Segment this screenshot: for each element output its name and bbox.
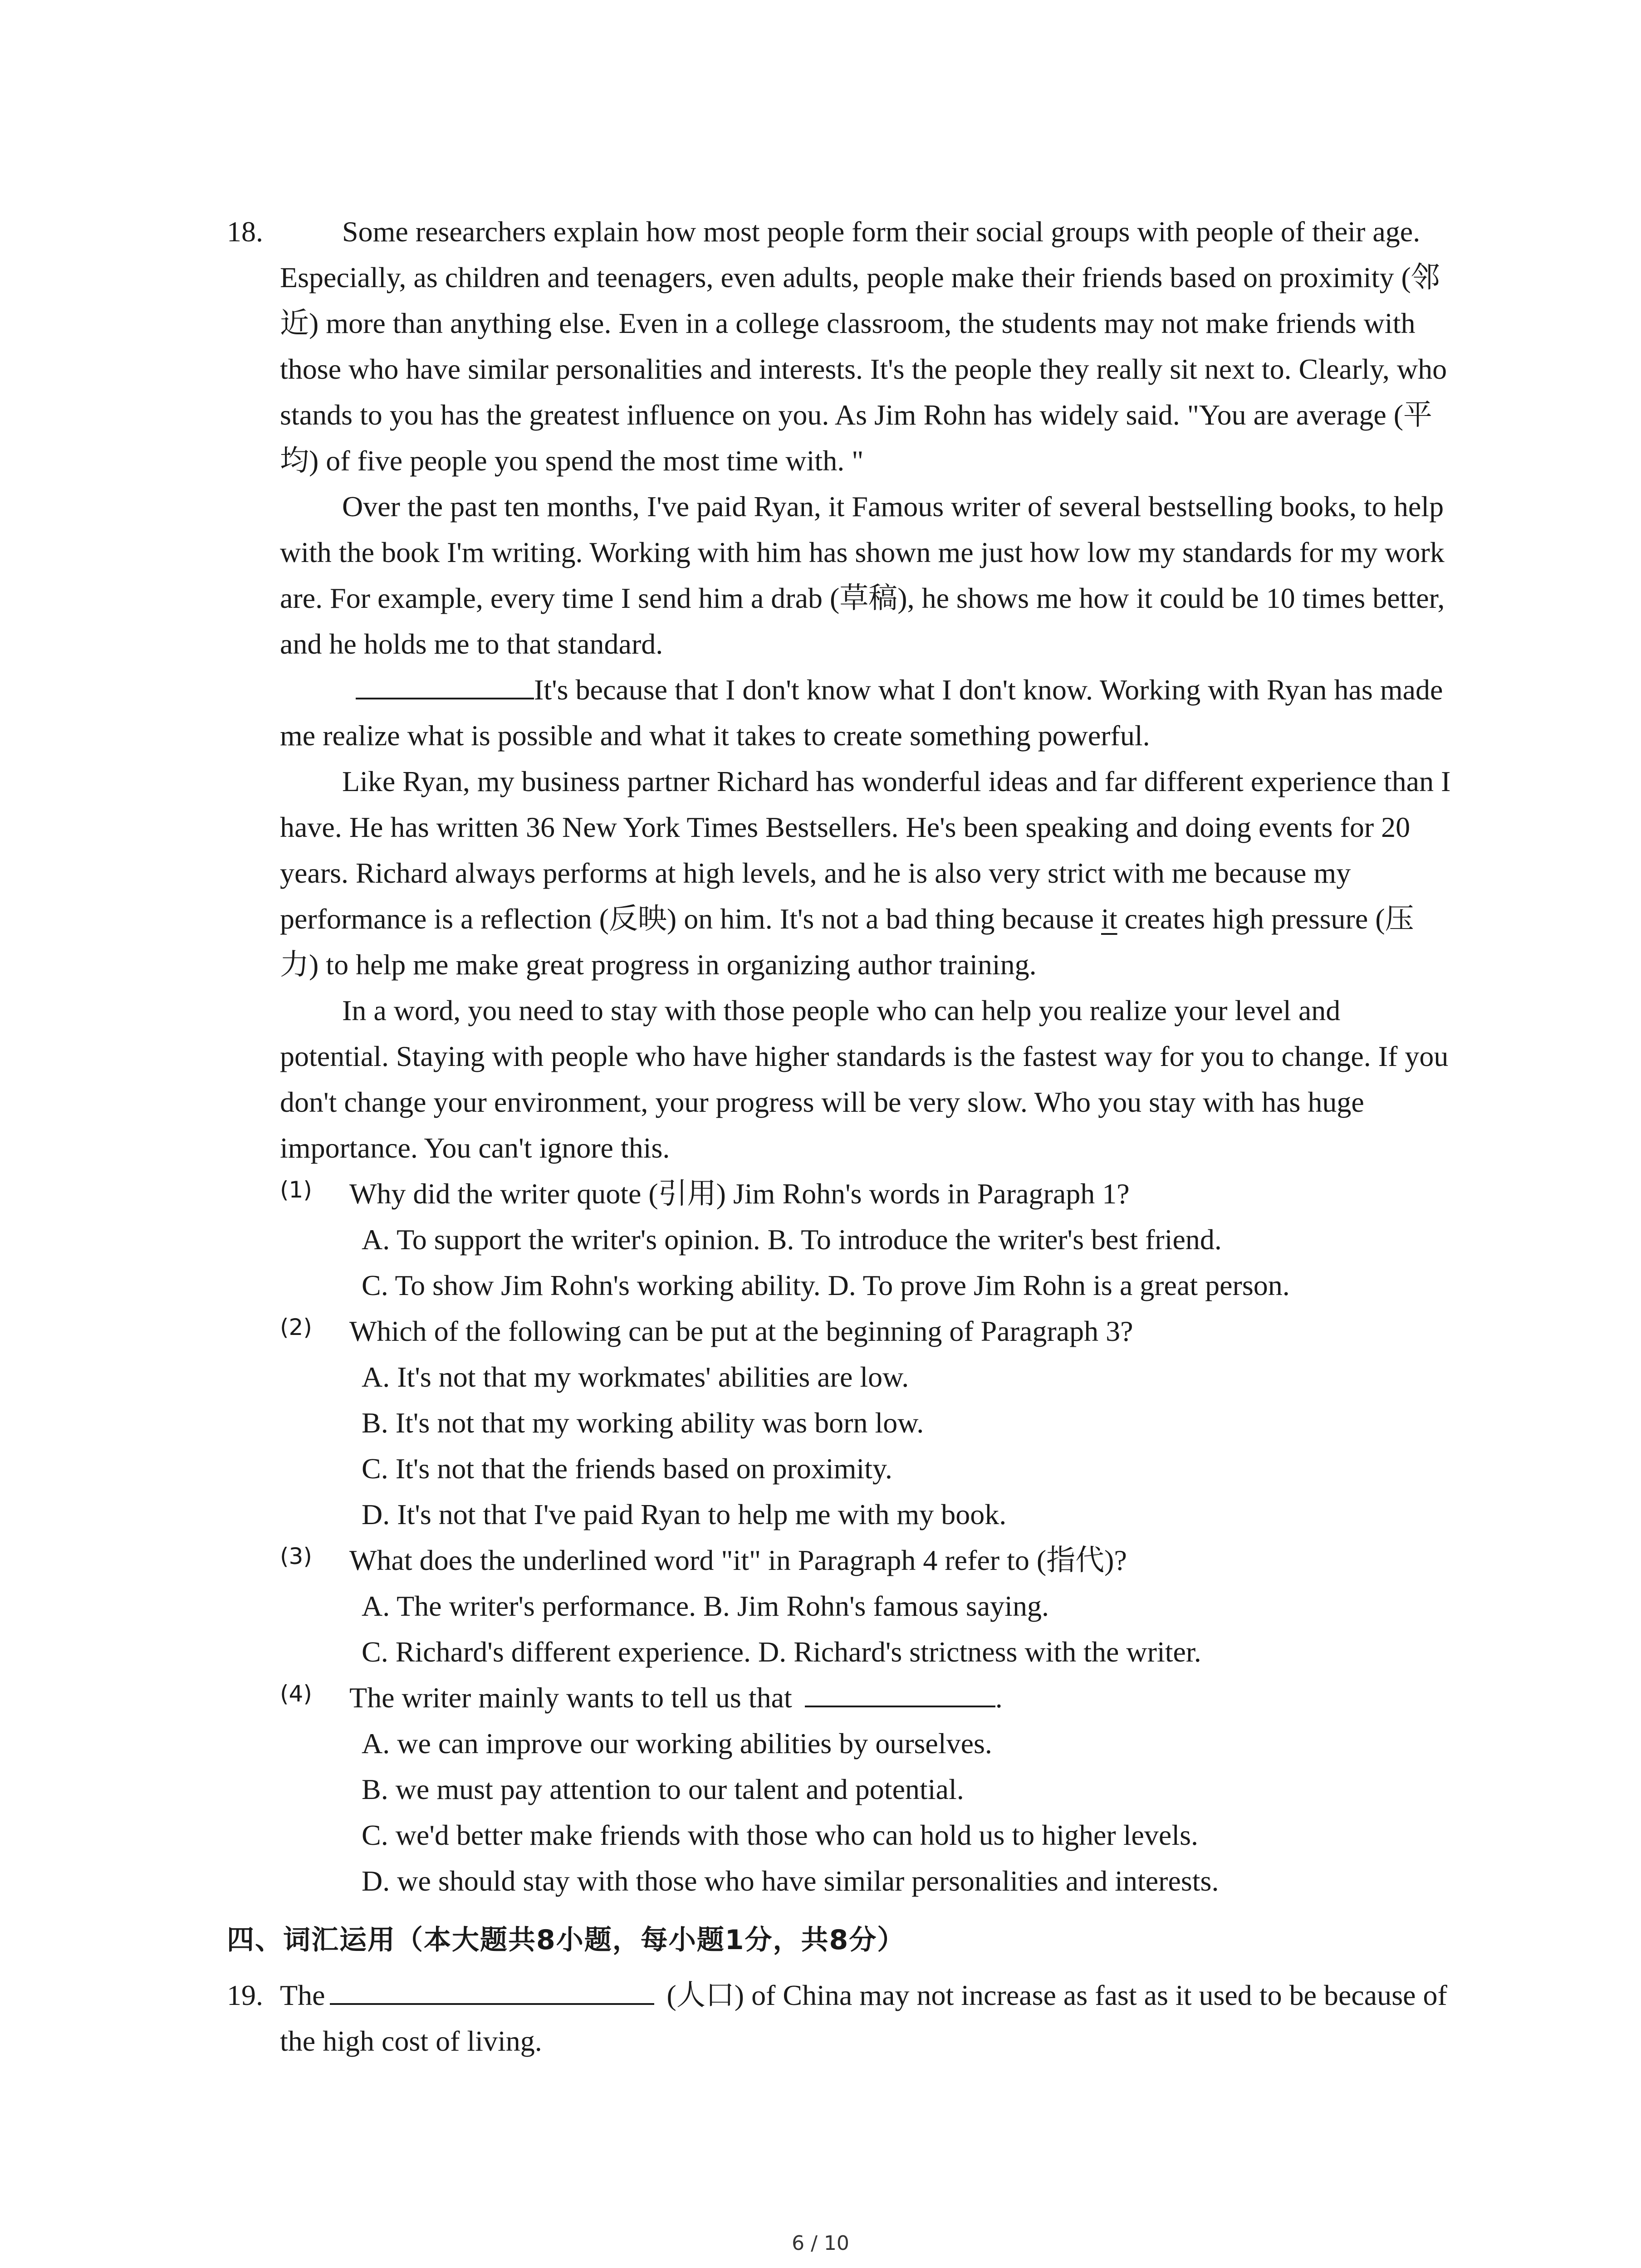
sub-question-stem-before: The writer mainly wants to tell us that — [349, 1681, 799, 1714]
answer-blank[interactable] — [805, 1678, 995, 1707]
sub-question-stem: Which of the following can be put at the beginning of Paragraph 3? — [349, 1315, 1133, 1347]
question-text-after: (人口) of China may not increase as fast as it used to be because of the high cost of living. — [280, 1979, 1447, 2057]
question-18 — [227, 209, 1452, 1171]
sub-question-number: (1) — [280, 1177, 312, 1203]
sub-question-number: (2) — [280, 1314, 312, 1340]
passage-paragraph-5: In a word, you need to stay with those people who can help you realize your level and potential. Staying with people who have higher standards is the fastest way for you to change. If you don't change your environment, your progress will be very slow. Who you stay with has huge importance. You can't ignore this. — [280, 994, 1449, 1164]
passage-paragraph-1: Some researchers explain how most people form their social groups with people of their age. Especially, as children and teenagers, even adults, people make their friends based on proximity (邻近) more than anything else. Even in a college classroom, the students may not make friends with those who have similar personalities and interests. It's the people they really sit next to. Clearly, who stands to you has the greatest influence on you. As Jim Rohn has widely said. "You are average (平均) of five people you spend the most time with. " — [280, 215, 1447, 477]
section-heading: 四、词汇运用（本大题共8小题，每小题1分，共8分） — [227, 1924, 906, 1956]
option-a[interactable]: A. we can improve our working abilities by ourselves. — [362, 1727, 992, 1760]
option-d[interactable]: D. we should stay with those who have similar personalities and interests. — [362, 1865, 1219, 1897]
option-c[interactable]: C. we'd better make friends with those who can hold us to higher levels. — [362, 1819, 1198, 1851]
question-number: 18. — [227, 215, 263, 248]
paragraph-4-text-after: creates high pressure (压力) to help me make great progress in organizing author training. — [280, 903, 1414, 981]
sub-question-2 — [227, 1308, 1452, 1354]
answer-blank[interactable] — [356, 670, 534, 699]
page-content — [227, 209, 1452, 2064]
question-number: 19. — [227, 1979, 263, 2011]
question-text-before: The — [280, 1979, 325, 2011]
passage-paragraph-4 — [280, 758, 1452, 987]
sub-question-stem: What does the underlined word "it" in Paragraph 4 refer to (指代)? — [349, 1544, 1127, 1576]
option-line[interactable]: A. The writer's performance. B. Jim Rohn's famous saying. — [362, 1590, 1049, 1622]
paragraph-3-text: It's because that I don't know what I don't know. Working with Ryan has made me realize what is possible and what it takes to create something powerful. — [280, 674, 1443, 752]
option-line[interactable]: A. To support the writer's opinion. B. To introduce the writer's best friend. — [362, 1223, 1222, 1256]
passage-paragraph-2: Over the past ten months, I've paid Ryan, it Famous writer of several bestselling books, to help with the book I'm writing. Working with him has shown me just how low my standards for my work are. For example, every time I send him a drab (草稿), he shows me how it could be 10 times better, and he holds me to that standard. — [280, 490, 1445, 660]
sub-question-3 — [227, 1537, 1452, 1583]
sub-question-4 — [227, 1675, 1452, 1721]
option-line[interactable]: C. Richard's different experience. D. Richard's strictness with the writer. — [362, 1636, 1201, 1668]
passage-paragraph-3 — [280, 667, 1452, 758]
sub-question-stem-after: . — [995, 1681, 1003, 1714]
paragraph-4-text-before: Like Ryan, my business partner Richard has wonderful ideas and far different experience than I have. He has written 36 New York Times Bestsellers. He's been speaking and doing events for 20 years. Richard always performs at high levels, and he is also very strict with me because my performance is a reflection (反映) on him. It's not a bad thing because — [280, 765, 1451, 935]
option-line[interactable]: C. To show Jim Rohn's working ability. D. To prove Jim Rohn is a great person. — [362, 1269, 1290, 1301]
option-b[interactable]: B. we must pay attention to our talent and potential. — [362, 1773, 964, 1805]
option-a[interactable]: A. It's not that my workmates' abilities are low. — [362, 1361, 909, 1393]
answer-blank[interactable] — [330, 1976, 654, 2005]
option-b[interactable]: B. It's not that my working ability was born low. — [362, 1407, 924, 1439]
question-19 — [227, 1972, 1452, 2064]
sub-question-number: (4) — [280, 1681, 312, 1707]
option-d[interactable]: D. It's not that I've paid Ryan to help me with my book. — [362, 1498, 1007, 1530]
sub-question-stem: Why did the writer quote (引用) Jim Rohn's words in Paragraph 1? — [349, 1178, 1130, 1210]
page-indicator: 6 / 10 — [792, 2232, 849, 2255]
sub-question-1 — [227, 1171, 1452, 1217]
underlined-word: it — [1101, 903, 1117, 935]
sub-question-number: (3) — [280, 1543, 312, 1569]
option-c[interactable]: C. It's not that the friends based on proximity. — [362, 1452, 892, 1485]
